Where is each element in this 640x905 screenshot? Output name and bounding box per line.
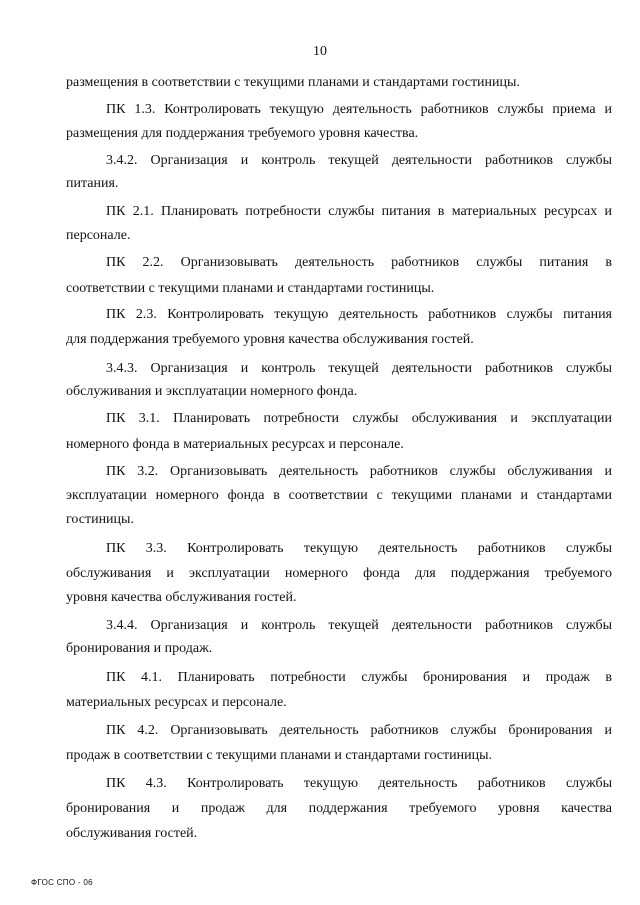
text-line: ПК 2.3. Контролировать текущую деятельность работников службы питания — [106, 307, 612, 322]
section-heading: питания. — [66, 176, 119, 191]
text-line: продаж в соответствии с текущими планами и стандартами гостиницы. — [66, 748, 492, 763]
text-line: для поддержания требуемого уровня качества обслуживания гостей. — [66, 332, 474, 347]
text-line: ПК 2.2. Организовывать деятельность работников службы питания в — [106, 255, 612, 270]
text-line: обслуживания гостей. — [66, 826, 198, 841]
text-line: уровня качества обслуживания гостей. — [66, 590, 297, 605]
text-line: ПК 4.2. Организовывать деятельность работников службы бронирования и — [106, 723, 612, 738]
text-line: размещения для поддержания требуемого уровня качества. — [66, 126, 419, 141]
section-heading: бронирования и продаж. — [66, 641, 213, 656]
text-line: размещения в соответствии с текущими планами и стандартами гостиницы. — [66, 75, 520, 90]
text-line: ПК 2.1. Планировать потребности службы питания в материальных ресурсах и — [106, 204, 612, 219]
page-number: 10 — [313, 44, 327, 59]
section-heading: 3.4.4. Организация и контроль текущей деятельности работников службы — [106, 618, 612, 633]
text-line: ПК 3.1. Планировать потребности службы обслуживания и эксплуатации — [106, 411, 612, 426]
section-heading: 3.4.3. Организация и контроль текущей деятельности работников службы — [106, 361, 612, 376]
footer-label: ФГОС СПО - 06 — [31, 878, 93, 887]
text-line: бронирования и продаж для поддержания требуемого уровня качества — [66, 801, 612, 816]
text-line: ПК 3.3. Контролировать текущую деятельность работников службы — [106, 541, 612, 556]
text-line: ПК 4.3. Контролировать текущую деятельность работников службы — [106, 776, 612, 791]
text-line: гостиницы. — [66, 512, 134, 527]
text-line: персонале. — [66, 228, 131, 243]
text-line: номерного фонда в материальных ресурсах и персонале. — [66, 437, 404, 452]
text-line: эксплуатации номерного фонда в соответствии с текущими планами и стандартами — [66, 488, 612, 503]
section-heading: обслуживания и эксплуатации номерного фонда. — [66, 384, 358, 399]
text-line: материальных ресурсах и персонале. — [66, 695, 287, 710]
text-line: обслуживания и эксплуатации номерного фонда для поддержания требуемого — [66, 566, 612, 581]
text-line: ПК 3.2. Организовывать деятельность работников службы обслуживания и — [106, 464, 612, 479]
section-heading: 3.4.2. Организация и контроль текущей деятельности работников службы — [106, 153, 612, 168]
text-line: соответствии с текущими планами и стандартами гостиницы. — [66, 281, 435, 296]
text-line: ПК 4.1. Планировать потребности службы бронирования и продаж в — [106, 670, 612, 685]
text-line: ПК 1.3. Контролировать текущую деятельность работников службы приема и — [106, 102, 612, 117]
